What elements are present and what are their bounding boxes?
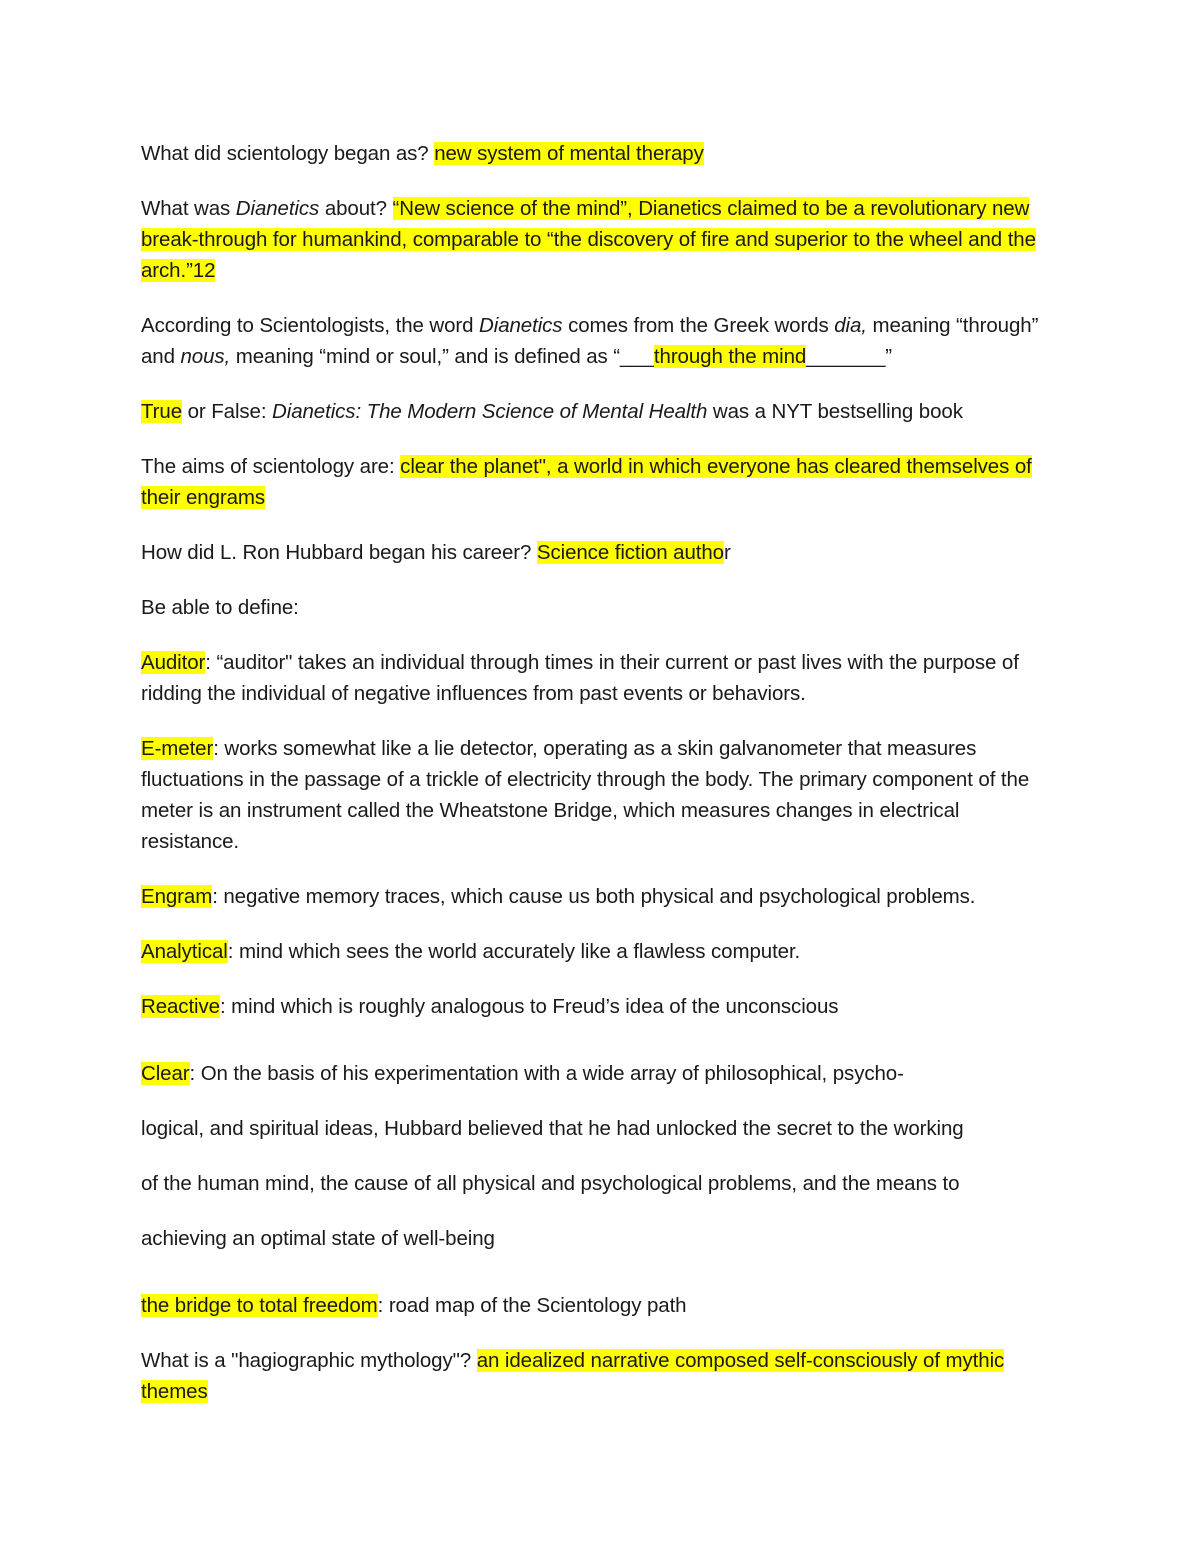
term-clear-line-2: logical, and spiritual ideas, Hubbard believed that he had unlocked the secret to the working <box>141 1117 964 1140</box>
question-text: _______” <box>806 345 893 368</box>
question-text: meaning “through” and <box>141 314 1039 368</box>
italic-term: Dianetics <box>235 197 320 220</box>
highlighted-answer: Science fiction autho <box>536 541 724 564</box>
term-definition: : negative memory traces, which cause us both physical and psychological problems. <box>212 885 976 908</box>
highlighted-term: Analytical <box>141 940 228 963</box>
question-text: meaning “mind or soul,” and is defined as “___ <box>230 345 654 368</box>
question-text: was a NYT bestselling book <box>707 400 963 423</box>
term-definition: : mind which sees the world accurately like a flawless computer. <box>227 940 801 963</box>
highlighted-answer: True <box>141 400 182 423</box>
highlighted-term: Clear <box>141 1062 190 1085</box>
highlighted-term: the bridge to total freedom <box>141 1294 378 1317</box>
highlighted-answer: through the mind <box>653 345 807 368</box>
highlighted-term: Engram <box>141 885 213 908</box>
term-definition: : works somewhat like a lie detector, operating as a skin galvanometer that measures fluctuations in the passage of a trickle of electricity through the body. The primary component of the meter is an instrument called the Wheatstone Bridge, which measures changes in electrical resistance. <box>141 737 1030 853</box>
question-1 <box>141 138 1061 169</box>
term-reactive <box>141 991 1061 1022</box>
term-emeter <box>141 733 1061 857</box>
document-body <box>141 138 1061 1431</box>
highlighted-answer: “New science of the mind”, Dianetics claimed to be a revolutionary new break-through for humankind, comparable to “the discovery of fire and superior to the wheel and the arch.”12 <box>141 197 1036 282</box>
question-2 <box>141 193 1061 286</box>
italic-book-title: Dianetics: The Modern Science of Mental Health <box>272 400 708 423</box>
highlighted-term: Reactive <box>141 995 220 1018</box>
question-text: about? <box>319 197 393 220</box>
question-6 <box>141 537 1061 568</box>
italic-term: Dianetics <box>479 314 563 337</box>
term-definition: : “auditor" takes an individual through times in their current or past lives with the purpose of ridding the individual of negative influences from past events or behaviors. <box>141 651 1019 705</box>
highlighted-term: E-meter <box>141 737 214 760</box>
term-clear-line-3: of the human mind, the cause of all physical and psychological problems, and the means to <box>141 1172 960 1195</box>
question-text: or False: <box>182 400 273 423</box>
italic-term: dia, <box>834 314 867 337</box>
term-bridge <box>141 1290 1061 1321</box>
term-definition: : On the basis of his experimentation with a wide array of philosophical, psycho- <box>189 1062 904 1085</box>
question-text: What is a "hagiographic mythology"? <box>141 1349 477 1372</box>
term-analytical <box>141 936 1061 967</box>
define-heading: Be able to define: <box>141 596 299 619</box>
question-text: According to Scientologists, the word <box>141 314 480 337</box>
question-text: What did scientology began as? <box>141 142 435 165</box>
italic-term: nous, <box>180 345 231 368</box>
question-3 <box>141 310 1061 372</box>
question-text: The aims of scientology are: <box>141 455 401 478</box>
question-text: comes from the Greek words <box>562 314 835 337</box>
question-text: r <box>723 541 731 564</box>
term-engram <box>141 881 1061 912</box>
term-clear <box>141 1046 1061 1101</box>
question-4 <box>141 396 1061 427</box>
highlighted-term: Auditor <box>141 651 206 674</box>
question-7 <box>141 1345 1061 1407</box>
question-text: What was <box>141 197 236 220</box>
highlighted-answer: new system of mental therapy <box>434 142 704 165</box>
term-definition: : road map of the Scientology path <box>377 1294 687 1317</box>
term-definition: : mind which is roughly analogous to Freud’s idea of the unconscious <box>219 995 839 1018</box>
term-clear-line-4: achieving an optimal state of well-being <box>141 1227 495 1250</box>
term-auditor <box>141 647 1061 709</box>
highlighted-answer: an idealized narrative composed self-consciously of mythic themes <box>141 1349 1005 1403</box>
highlighted-answer: clear the planet", a world in which everyone has cleared themselves of their engrams <box>141 455 1032 509</box>
question-text: How did L. Ron Hubbard began his career? <box>141 541 537 564</box>
question-5 <box>141 451 1061 513</box>
